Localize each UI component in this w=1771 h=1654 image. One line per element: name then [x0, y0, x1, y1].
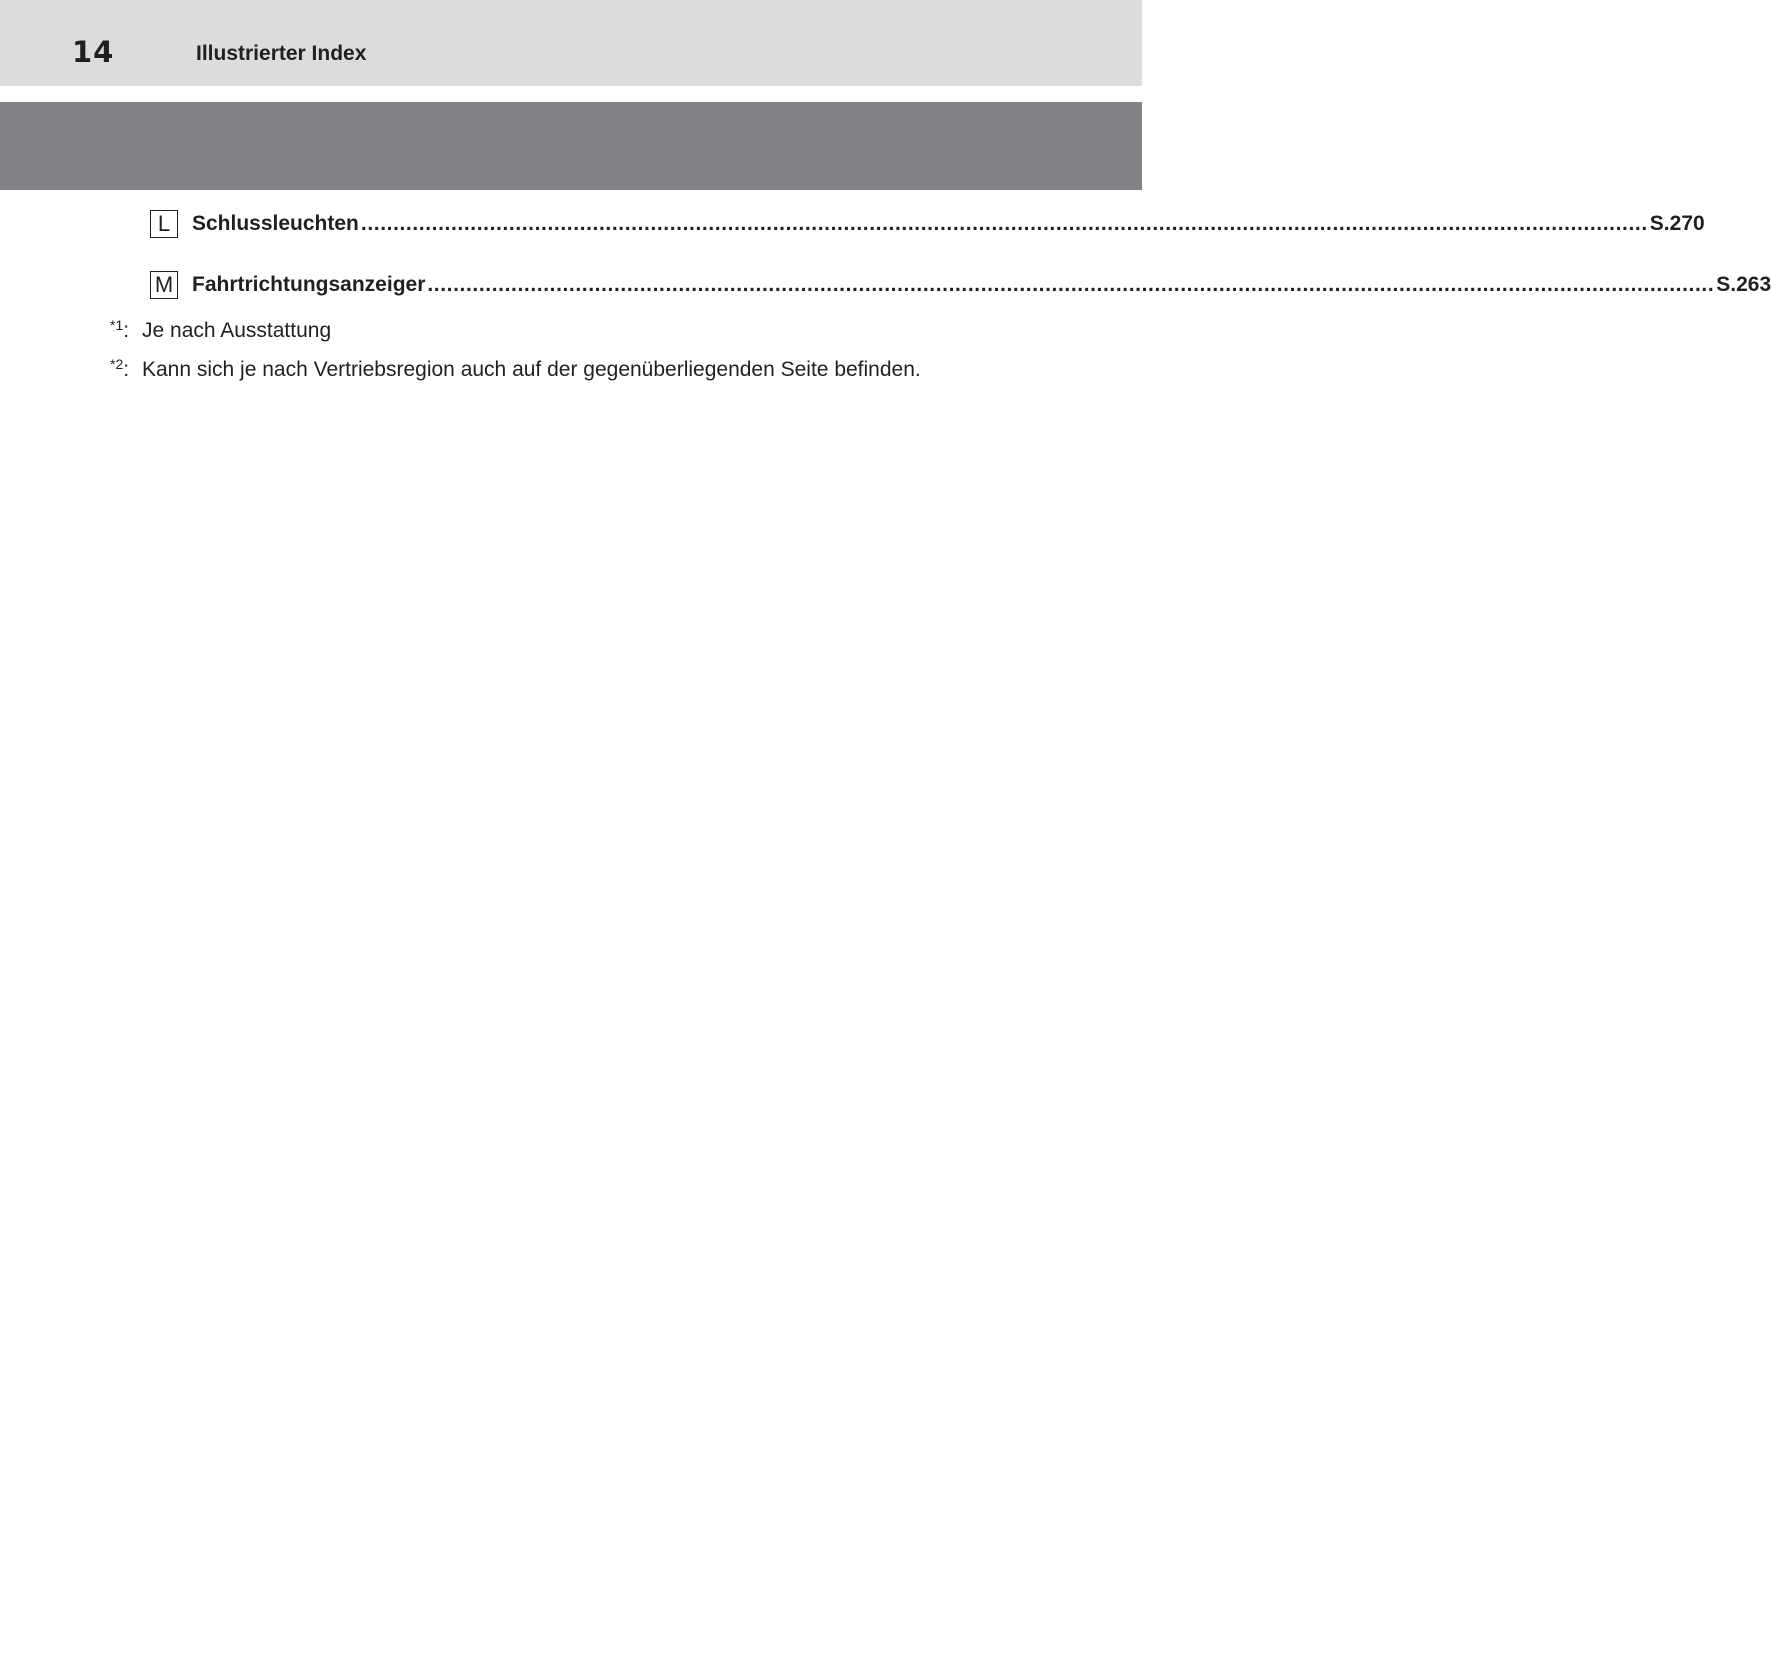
entry-label: Schlussleuchten [192, 212, 359, 235]
entry-letter-box: M [150, 271, 178, 299]
footnote-marker: $^{*1}$: [110, 317, 130, 342]
illustration-band [0, 102, 1142, 190]
footnote-2 [110, 356, 921, 381]
index-entry-m [150, 270, 1771, 300]
footnote-text: Je nach Ausstattung [142, 319, 332, 342]
entry-letter-box: L [150, 210, 178, 238]
page-header [0, 0, 1142, 86]
entry-label: Fahrtrichtungsanzeiger [192, 273, 426, 296]
footnote-text: Kann sich je nach Vertriebsregion auch auf der gegenüberliegenden Seite befinden. [142, 358, 921, 381]
footnote-1 [110, 317, 332, 342]
dot-leader: ........................................................................................................................................................................................................ [427, 273, 1715, 296]
entry-page-reference[interactable]: S.270 [1649, 212, 1705, 235]
section-title: Illustrierter Index [196, 42, 367, 65]
page-number: 14 [72, 35, 115, 69]
index-entry-l [150, 209, 1705, 239]
footnote-marker: $^{*2}$: [110, 356, 130, 381]
dot-leader: ........................................................................................................................................................................................................ [360, 212, 1648, 235]
entry-page-reference[interactable]: S.263 [1716, 273, 1771, 296]
